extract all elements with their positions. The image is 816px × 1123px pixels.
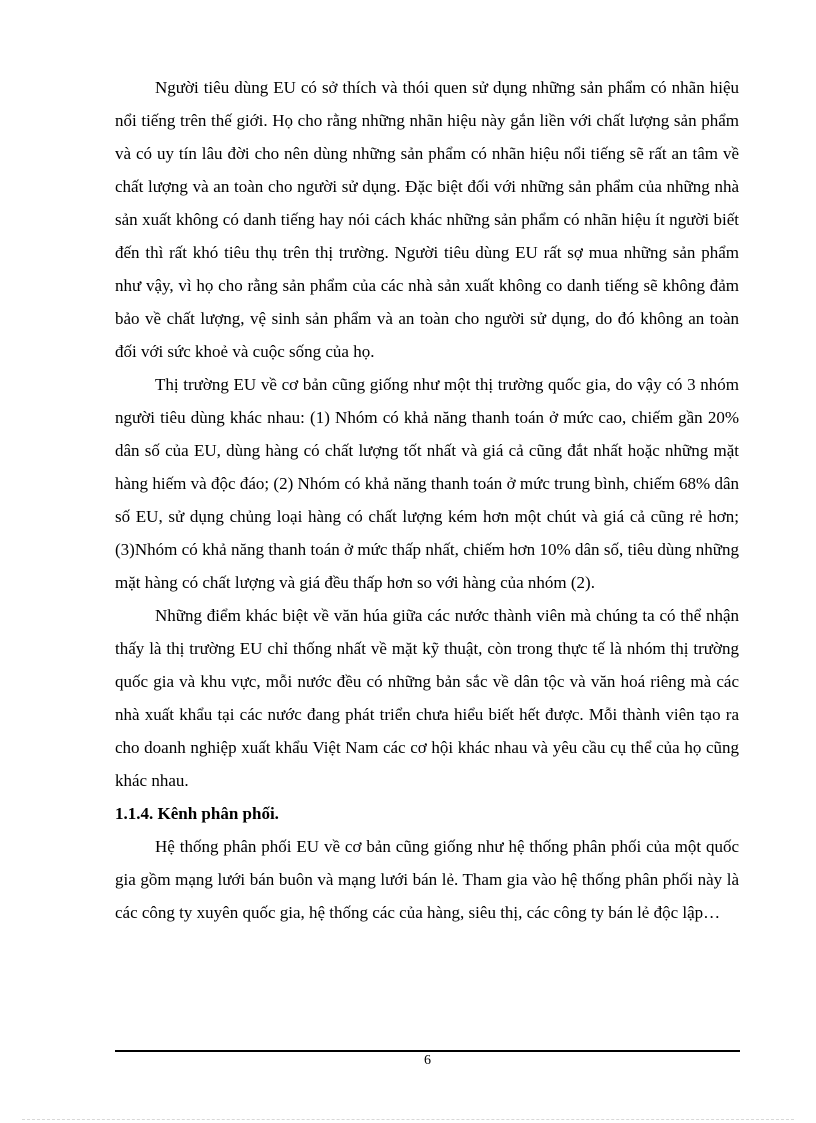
paragraph-distribution-channels: Hệ thống phân phối EU về cơ bản cũng giống như hệ thống phân phối của một quốc gia gồm mạng lưới bán buôn và mạng lưới bán lẻ. Tham gia vào hệ thống phân phối này là các công ty xuyên quốc gia, hệ thống các của hàng, siêu thị, các công ty bán lẻ độc lập… bbox=[115, 837, 739, 922]
paragraph-consumer-groups: Thị trường EU về cơ bản cũng giống như một thị trường quốc gia, do vậy có 3 nhóm người tiêu dùng khác nhau: (1) Nhóm có khả năng thanh toán ở mức cao, chiếm gần 20% dân số của EU, dùng hàng có chất lượng tốt nhất và giá cả cũng đắt nhất hoặc những mặt hàng hiếm và độc đáo; (2) Nhóm có khả năng thanh toán ở mức trung bình, chiếm 68% dân số EU, sử dụng chủng loại hàng có chất lượng kém hơn một chút và giá cả cũng rẻ hơn; (3)Nhóm có khả năng thanh toán ở mức thấp nhất, chiếm hơn 10% dân số, tiêu dùng những mặt hàng có chất lượng và giá đều thấp hơn so với hàng của nhóm (2). bbox=[115, 375, 739, 592]
page-bottom-edge bbox=[22, 1119, 794, 1120]
paragraph-cultural-differences: Những điểm khác biệt về văn húa giữa các nước thành viên mà chúng ta có thể nhận thấy là thị trường EU chỉ thống nhất về mặt kỹ thuật, còn trong thực tế là nhóm thị trường quốc gia và khu vực, mỗi nước đều có những bản sắc về dân tộc và văn hoá riêng mà các nhà xuất khẩu tại các nước đang phát triển chưa hiểu biết hết được. Mỗi thành viên tạo ra cho doanh nghiệp xuất khẩu Việt Nam các cơ hội khác nhau và yêu cầu cụ thể của họ cũng khác nhau. bbox=[115, 606, 739, 790]
document-body bbox=[115, 71, 739, 929]
section-heading: 1.1.4. Kênh phân phối. bbox=[115, 804, 279, 823]
paragraph-consumer-preferences: Người tiêu dùng EU có sở thích và thói quen sử dụng những sản phẩm có nhãn hiệu nổi tiếng trên thế giới. Họ cho rằng những nhãn hiệu này gắn liền với chất lượng sản phẩm và có uy tín lâu đời cho nên dùng những sản phẩm có nhãn hiệu nổi tiếng sẽ rất an tâm về chất lượng và an toàn cho người sử dụng. Đặc biệt đối với những sản phẩm của những nhà sản xuất không có danh tiếng hay nói cách khác những sản phẩm có nhãn hiệu ít người biết đến thì rất khó tiêu thụ trên thị trường. Người tiêu dùng EU rất sợ mua những sản phẩm như vậy, vì họ cho rằng sản phẩm của các nhà sản xuất không co danh tiếng sẽ không đảm bảo về chất lượng, vệ sinh sản phẩm và an toàn cho người sử dụng, do đó không an toàn đối với sức khoẻ và cuộc sống của họ. bbox=[115, 78, 739, 361]
page-number: 6 bbox=[424, 1053, 431, 1068]
